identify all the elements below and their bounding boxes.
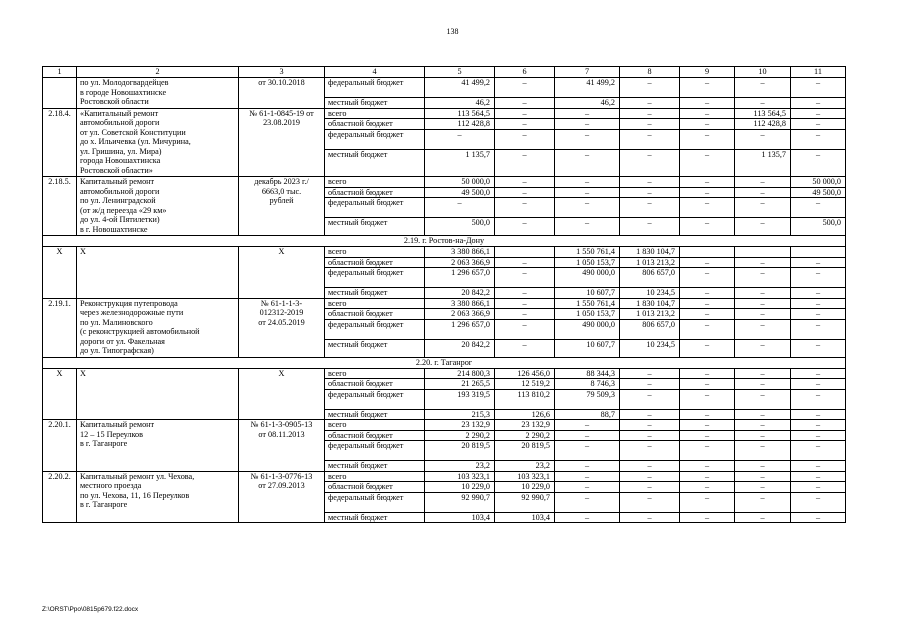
item-description: Х [77, 247, 239, 299]
col-header: 2 [77, 67, 239, 78]
value-cell: – [555, 441, 620, 461]
table-row [43, 247, 846, 258]
funding-source: местный бюджет [325, 409, 425, 420]
value-cell: 193 319,5 [425, 389, 495, 409]
value-cell: – [791, 389, 846, 409]
value-cell: – [735, 389, 791, 409]
item-description: Реконструкция путепровода через железнодорожные пути по ул. Малиновского (с реконструкцией автомобильной дороги от ул. Факельная до ул. Типографская) [77, 298, 239, 357]
value-cell: 500,0 [425, 218, 495, 236]
funding-source: областной бюджет [325, 257, 425, 268]
value-cell: – [791, 441, 846, 461]
value-cell: – [555, 430, 620, 441]
page-number: 138 [446, 27, 459, 36]
value-cell: – [495, 98, 555, 109]
funding-source: всего [325, 177, 425, 188]
value-cell: – [735, 288, 791, 299]
value-cell: – [495, 78, 555, 98]
value-cell: – [680, 389, 735, 409]
value-cell: – [620, 461, 680, 472]
item-number: 2.20.1. [43, 420, 77, 472]
budget-table [42, 66, 846, 523]
value-cell: 23,2 [425, 461, 495, 472]
value-cell: – [791, 119, 846, 130]
value-cell: 1 830 104,7 [620, 298, 680, 309]
value-cell: – [680, 379, 735, 390]
value-cell: – [620, 108, 680, 119]
funding-source: областной бюджет [325, 379, 425, 390]
value-cell: – [620, 119, 680, 130]
value-cell: – [555, 512, 620, 523]
funding-source: всего [325, 368, 425, 379]
value-cell: 1 135,7 [425, 149, 495, 177]
value-cell: 20 819,5 [425, 441, 495, 461]
table-row [43, 368, 846, 379]
value-cell: – [680, 368, 735, 379]
value-cell: – [620, 78, 680, 98]
value-cell: – [680, 98, 735, 109]
value-cell: 1 013 213,2 [620, 257, 680, 268]
value-cell: – [495, 218, 555, 236]
value-cell: – [791, 339, 846, 357]
value-cell: 46,2 [555, 98, 620, 109]
table-row [43, 108, 846, 119]
funding-source: всего [325, 420, 425, 431]
value-cell: 126 456,0 [495, 368, 555, 379]
value-cell: 1 830 104,7 [620, 247, 680, 258]
value-cell: – [680, 471, 735, 482]
value-cell: 20 819,5 [495, 441, 555, 461]
col-header: 4 [325, 67, 425, 78]
value-cell: – [791, 129, 846, 149]
value-cell: – [620, 471, 680, 482]
value-cell: – [680, 129, 735, 149]
value-cell: – [495, 309, 555, 320]
funding-source: местный бюджет [325, 461, 425, 472]
value-cell: 50 000,0 [425, 177, 495, 188]
value-cell: – [620, 430, 680, 441]
value-cell: – [791, 409, 846, 420]
value-cell: 41 499,2 [555, 78, 620, 98]
value-cell: – [495, 187, 555, 198]
funding-source: местный бюджет [325, 339, 425, 357]
funding-source: местный бюджет [325, 512, 425, 523]
value-cell: – [735, 298, 791, 309]
value-cell: – [495, 257, 555, 268]
value-cell: – [791, 98, 846, 109]
value-cell: – [555, 461, 620, 472]
value-cell: – [680, 339, 735, 357]
value-cell: – [735, 492, 791, 512]
value-cell: – [735, 441, 791, 461]
item-document: № 61-1-3-0905-13 от 08.11.2013 [239, 420, 325, 472]
section-title: 2.19. г. Ростов-на-Дону [43, 236, 846, 247]
funding-source: местный бюджет [325, 98, 425, 109]
col-header: 9 [680, 67, 735, 78]
value-cell: 92 990,7 [495, 492, 555, 512]
value-cell: – [620, 389, 680, 409]
value-cell: 49 500,0 [425, 187, 495, 198]
value-cell: – [791, 430, 846, 441]
value-cell: 12 519,2 [495, 379, 555, 390]
value-cell: 88 344,3 [555, 368, 620, 379]
value-cell: – [735, 368, 791, 379]
funding-source: местный бюджет [325, 218, 425, 236]
value-cell: 490 000,0 [555, 319, 620, 339]
header-row [43, 67, 846, 78]
funding-source: всего [325, 298, 425, 309]
value-cell: 490 000,0 [555, 268, 620, 288]
value-cell: – [791, 149, 846, 177]
table-row [43, 177, 846, 188]
value-cell: 8 746,3 [555, 379, 620, 390]
col-header: 11 [791, 67, 846, 78]
value-cell: – [555, 482, 620, 493]
funding-source: федеральный бюджет [325, 198, 425, 218]
value-cell: – [791, 471, 846, 482]
col-header: 10 [735, 67, 791, 78]
value-cell: – [735, 218, 791, 236]
item-number: 2.20.2. [43, 471, 77, 523]
value-cell: 21 265,5 [425, 379, 495, 390]
value-cell: – [735, 461, 791, 472]
value-cell: – [680, 482, 735, 493]
funding-source: всего [325, 108, 425, 119]
value-cell: 103,4 [495, 512, 555, 523]
item-document: Х [239, 247, 325, 299]
value-cell: – [620, 98, 680, 109]
funding-source: федеральный бюджет [325, 78, 425, 98]
item-document: декабрь 2023 г./ 6663,0 тыс. рублей [239, 177, 325, 236]
value-cell: – [680, 288, 735, 299]
funding-source: федеральный бюджет [325, 268, 425, 288]
value-cell: – [680, 430, 735, 441]
value-cell: – [620, 492, 680, 512]
value-cell: 10 229,0 [425, 482, 495, 493]
value-cell: – [555, 177, 620, 188]
value-cell: – [680, 218, 735, 236]
value-cell: – [735, 257, 791, 268]
value-cell: 1 013 213,2 [620, 309, 680, 320]
value-cell: – [680, 149, 735, 177]
value-cell: – [735, 409, 791, 420]
value-cell: – [620, 482, 680, 493]
value-cell: – [680, 198, 735, 218]
value-cell: – [555, 119, 620, 130]
value-cell: – [680, 257, 735, 268]
item-description: Капитальный ремонт ул. Чехова, местного проезда по ул. Чехова, 11, 16 Переулков в г. Таганроге [77, 471, 239, 523]
funding-source: областной бюджет [325, 430, 425, 441]
value-cell [495, 247, 555, 258]
value-cell: – [620, 441, 680, 461]
col-header: 7 [555, 67, 620, 78]
value-cell [791, 247, 846, 258]
value-cell: – [620, 177, 680, 188]
value-cell: 103,4 [425, 512, 495, 523]
item-description: Х [77, 368, 239, 420]
value-cell: – [495, 268, 555, 288]
value-cell: 20 842,2 [425, 339, 495, 357]
value-cell: – [680, 298, 735, 309]
value-cell: – [791, 379, 846, 390]
value-cell: – [680, 187, 735, 198]
value-cell: 113 810,2 [495, 389, 555, 409]
value-cell: – [620, 218, 680, 236]
funding-source: областной бюджет [325, 309, 425, 320]
funding-source: федеральный бюджет [325, 319, 425, 339]
value-cell: 10 607,7 [555, 288, 620, 299]
funding-source: областной бюджет [325, 187, 425, 198]
col-header: 5 [425, 67, 495, 78]
value-cell: 103 323,1 [425, 471, 495, 482]
value-cell: – [425, 198, 495, 218]
value-cell: – [620, 198, 680, 218]
value-cell: – [791, 108, 846, 119]
value-cell: 46,2 [425, 98, 495, 109]
value-cell: 126,6 [495, 409, 555, 420]
value-cell: 10 607,7 [555, 339, 620, 357]
value-cell: – [680, 309, 735, 320]
value-cell: – [791, 461, 846, 472]
value-cell: – [680, 441, 735, 461]
item-document: № 61-1-1-3- 012312-2019 от 24.05.2019 [239, 298, 325, 357]
value-cell: – [735, 482, 791, 493]
value-cell: 215,3 [425, 409, 495, 420]
col-header: 8 [620, 67, 680, 78]
col-header: 3 [239, 67, 325, 78]
funding-source: федеральный бюджет [325, 441, 425, 461]
value-cell: – [791, 420, 846, 431]
value-cell: – [620, 149, 680, 177]
footer-file-path: Z:\ORST\Ppo\0815p679.f22.docx [42, 606, 139, 613]
value-cell: – [495, 339, 555, 357]
value-cell: – [791, 319, 846, 339]
value-cell: – [735, 98, 791, 109]
value-cell: – [735, 379, 791, 390]
value-cell: 49 500,0 [791, 187, 846, 198]
value-cell: – [680, 409, 735, 420]
col-header: 1 [43, 67, 77, 78]
value-cell: – [791, 288, 846, 299]
value-cell: 500,0 [791, 218, 846, 236]
value-cell: 1 296 657,0 [425, 268, 495, 288]
section-row [43, 357, 846, 368]
value-cell: 806 657,0 [620, 319, 680, 339]
value-cell: – [425, 129, 495, 149]
table-row [43, 298, 846, 309]
value-cell: – [620, 187, 680, 198]
value-cell: – [735, 471, 791, 482]
value-cell: – [791, 298, 846, 309]
value-cell: – [495, 129, 555, 149]
value-cell [735, 247, 791, 258]
item-document: № 61-1-3-0776-13 от 27.09.2013 [239, 471, 325, 523]
value-cell: – [680, 78, 735, 98]
funding-source: федеральный бюджет [325, 129, 425, 149]
value-cell: 112 428,8 [425, 119, 495, 130]
item-number: Х [43, 247, 77, 299]
value-cell: 806 657,0 [620, 268, 680, 288]
value-cell: – [555, 129, 620, 149]
value-cell: – [735, 430, 791, 441]
funding-source: федеральный бюджет [325, 389, 425, 409]
value-cell: 1 050 153,7 [555, 257, 620, 268]
value-cell: 1 135,7 [735, 149, 791, 177]
value-cell: – [791, 257, 846, 268]
value-cell: – [680, 492, 735, 512]
value-cell: – [680, 119, 735, 130]
value-cell: – [495, 298, 555, 309]
value-cell: – [735, 129, 791, 149]
value-cell: – [791, 78, 846, 98]
value-cell: – [620, 512, 680, 523]
value-cell: – [735, 319, 791, 339]
item-description: Капитальный ремонт 12 – 15 Переулков в г. Таганроге [77, 420, 239, 472]
value-cell: – [791, 512, 846, 523]
value-cell: – [735, 268, 791, 288]
value-cell: 50 000,0 [791, 177, 846, 188]
section-title: 2.20. г. Таганрог [43, 357, 846, 368]
funding-source: всего [325, 247, 425, 258]
value-cell: 23 132,9 [495, 420, 555, 431]
col-header: 6 [495, 67, 555, 78]
value-cell: 23,2 [495, 461, 555, 472]
value-cell: – [620, 368, 680, 379]
value-cell: – [735, 78, 791, 98]
value-cell: – [791, 198, 846, 218]
value-cell: – [791, 492, 846, 512]
value-cell: 2 290,2 [425, 430, 495, 441]
value-cell: 20 842,2 [425, 288, 495, 299]
item-document: № 61-1-0845-19 от 23.08.2019 [239, 108, 325, 177]
value-cell: 3 380 866,1 [425, 247, 495, 258]
section-row [43, 236, 846, 247]
value-cell: – [680, 319, 735, 339]
value-cell: – [791, 309, 846, 320]
item-number [43, 78, 77, 109]
item-number: Х [43, 368, 77, 420]
value-cell: 113 564,5 [425, 108, 495, 119]
value-cell: – [791, 368, 846, 379]
value-cell: 41 499,2 [425, 78, 495, 98]
funding-source: всего [325, 471, 425, 482]
value-cell: 2 290,2 [495, 430, 555, 441]
value-cell: 3 380 866,1 [425, 298, 495, 309]
item-description: по ул. Молодогвардейцев в городе Новошахтинске Ростовской области [77, 78, 239, 109]
value-cell: – [495, 288, 555, 299]
funding-source: местный бюджет [325, 149, 425, 177]
value-cell: – [495, 149, 555, 177]
value-cell: – [495, 119, 555, 130]
value-cell: – [791, 482, 846, 493]
funding-source: федеральный бюджет [325, 492, 425, 512]
item-description: «Капитальный ремонт автомобильной дороги от ул. Советской Конституции до х. Ильичевка (ул. Мичурина, ул. Гришина, ул. Мира) города Новошахтинска Ростовской области» [77, 108, 239, 177]
value-cell: – [735, 512, 791, 523]
value-cell: 1 550 761,4 [555, 247, 620, 258]
value-cell: 112 428,8 [735, 119, 791, 130]
value-cell: – [555, 108, 620, 119]
value-cell: 10 234,5 [620, 288, 680, 299]
value-cell: 103 323,1 [495, 471, 555, 482]
value-cell: – [495, 319, 555, 339]
value-cell: – [680, 461, 735, 472]
value-cell: – [735, 420, 791, 431]
value-cell: 113 564,5 [735, 108, 791, 119]
value-cell [680, 247, 735, 258]
value-cell: – [680, 108, 735, 119]
value-cell: – [735, 309, 791, 320]
value-cell: 214 800,3 [425, 368, 495, 379]
value-cell: – [680, 420, 735, 431]
value-cell: – [735, 187, 791, 198]
value-cell: – [495, 198, 555, 218]
value-cell: – [620, 420, 680, 431]
value-cell: – [735, 339, 791, 357]
value-cell: – [555, 420, 620, 431]
value-cell: 1 050 153,7 [555, 309, 620, 320]
funding-source: областной бюджет [325, 482, 425, 493]
value-cell: – [555, 471, 620, 482]
value-cell: – [555, 492, 620, 512]
value-cell: 2 063 366,9 [425, 257, 495, 268]
table-row [43, 78, 846, 98]
value-cell: – [495, 177, 555, 188]
value-cell: – [555, 187, 620, 198]
value-cell: – [735, 198, 791, 218]
value-cell: 88,7 [555, 409, 620, 420]
value-cell: – [495, 108, 555, 119]
value-cell: 23 132,9 [425, 420, 495, 431]
value-cell: 1 296 657,0 [425, 319, 495, 339]
value-cell: 79 509,3 [555, 389, 620, 409]
value-cell: – [791, 268, 846, 288]
value-cell: – [620, 409, 680, 420]
item-number: 2.18.4. [43, 108, 77, 177]
value-cell: – [735, 177, 791, 188]
value-cell: 92 990,7 [425, 492, 495, 512]
table-row [43, 420, 846, 431]
item-number: 2.18.5. [43, 177, 77, 236]
value-cell: 2 063 366,9 [425, 309, 495, 320]
value-cell: 1 550 761,4 [555, 298, 620, 309]
funding-source: местный бюджет [325, 288, 425, 299]
table-row [43, 471, 846, 482]
item-document: от 30.10.2018 [239, 78, 325, 109]
item-number: 2.19.1. [43, 298, 77, 357]
funding-source: областной бюджет [325, 119, 425, 130]
value-cell: – [620, 379, 680, 390]
value-cell: 10 229,0 [495, 482, 555, 493]
value-cell: – [555, 218, 620, 236]
item-description: Капитальный ремонт автомобильной дороги по ул. Ленинградской (от ж/д переезда «29 км» до ул. 4-ой Пятилетки) в г. Новошахтинске [77, 177, 239, 236]
value-cell: – [555, 198, 620, 218]
value-cell: 10 234,5 [620, 339, 680, 357]
item-document: Х [239, 368, 325, 420]
value-cell: – [680, 512, 735, 523]
value-cell: – [555, 149, 620, 177]
value-cell: – [680, 268, 735, 288]
value-cell: – [680, 177, 735, 188]
value-cell: – [620, 129, 680, 149]
